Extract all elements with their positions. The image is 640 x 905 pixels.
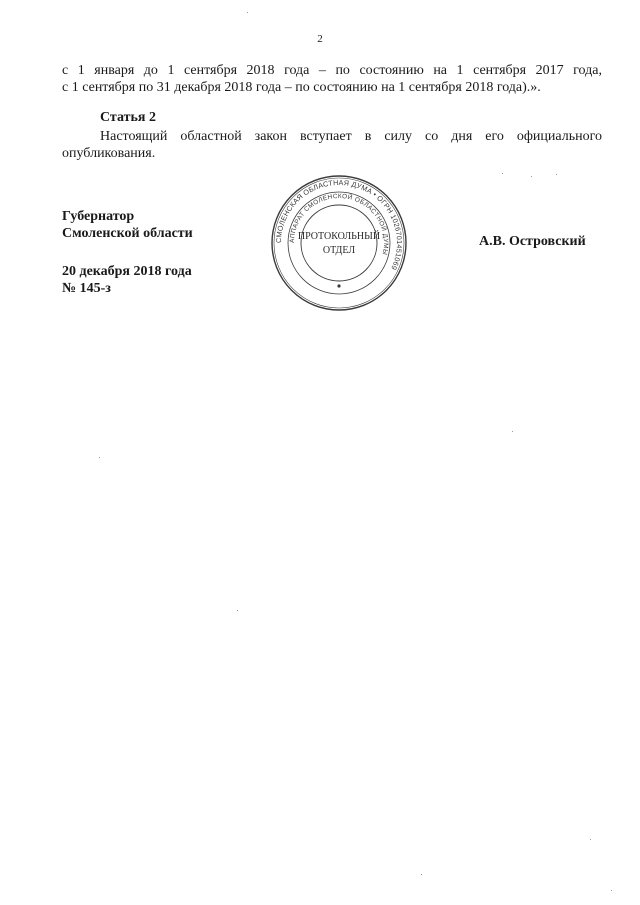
seal-star-mark	[337, 284, 340, 287]
seal-center-line-1: ПРОТОКОЛЬНЫЙ	[297, 231, 381, 242]
scan-speck	[502, 173, 503, 174]
law-date: 20 декабря 2018 года	[62, 264, 192, 279]
scan-speck	[531, 176, 532, 177]
article-2-heading: Статья 2	[100, 110, 156, 125]
seal-center-line-2: ОТДЕЛ	[322, 245, 356, 256]
page-number: 2	[317, 33, 323, 45]
scan-speck	[247, 12, 248, 13]
seal-inner-ring-text: АППАРАТ СМОЛЕНСКОЙ ОБЛАСТНОЙ ДУМЫ	[288, 192, 390, 256]
signatory-title	[62, 208, 193, 242]
law-number: № 145-з	[62, 281, 111, 296]
scan-speck	[237, 610, 238, 611]
law-date-number	[62, 263, 192, 297]
official-seal-stamp	[269, 173, 409, 313]
paragraph-1-line-2: с 1 сентября по 31 декабря 2018 года – по состоянию на 1 сентября 2018 года).».	[62, 80, 541, 95]
article-2-line-2: опубликования.	[62, 146, 156, 161]
scan-speck	[99, 457, 100, 458]
paragraph-1-line-1: с 1 января до 1 сентября 2018 года – по состоянию на 1 сентября 2017 года,	[62, 63, 602, 78]
scan-speck	[421, 874, 422, 875]
scan-speck	[556, 174, 557, 175]
scan-speck	[512, 431, 513, 432]
signatory-title-line-1: Губернатор	[62, 209, 135, 224]
article-2-line-1: Настоящий областной закон вступает в силу со дня его официального	[100, 129, 602, 144]
scan-speck	[590, 839, 591, 840]
signatory-name: А.В. Островский	[479, 234, 586, 249]
signatory-title-line-2: Смоленской области	[62, 226, 193, 241]
seal-outer-ring-text: СМОЛЕНСКАЯ ОБЛАСТНАЯ ДУМА • ОГРН 1026701451069	[273, 177, 405, 272]
scan-speck	[611, 890, 612, 891]
